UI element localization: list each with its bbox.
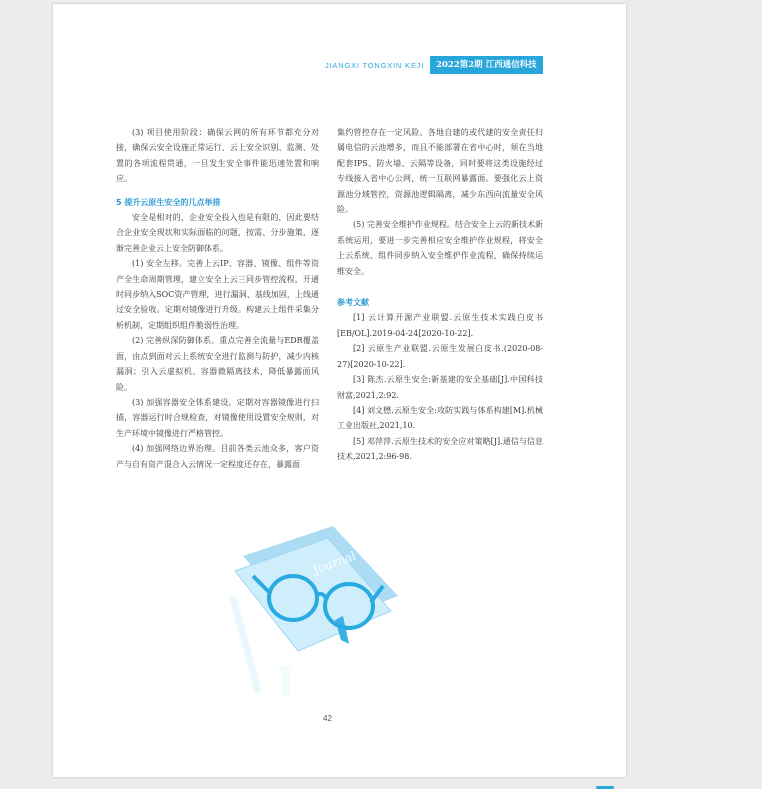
reference-item: [3] 陈杰.云原生安全:新基建的安全基础[J].中国科技财富,2021,2:92.	[337, 375, 543, 400]
reference-item: [4] 刘文懋.云原生安全:攻防实践与体系构建[M].机械工业出版社,2021,10.	[337, 405, 543, 431]
paragraph: (3) 加强容器安全体系建设。定期对容器镜像进行扫描，容器运行时合规检查，对镜像使用设置安全规则，对生产环境中镜像进行严格管控。	[116, 397, 319, 438]
left-column	[116, 125, 319, 472]
header-issue-tag: 2022第2期 江西通信科技	[430, 56, 543, 74]
reference-item: [1] 云计算开源产业联盟.云原生技术实践白皮书[EB/OL].2019-04-24[2020-10-22].	[337, 313, 543, 338]
paragraph: 集约管控存在一定风险。各地自建的或代建的安全责任归属电信的云池增多，而且不能部署在省中心时，须在当地配套IPS、防火墙、云隔等设备，同时要将这类设施经过专线接入省中心公网，统一互联网暴露面。要强化云上资源池分域管控，资源池逻辑隔离，减少东西向流量安全风险。	[337, 128, 543, 215]
paragraph: (3) 项目使用阶段：确保云网的所有环节都充分对接，确保云安全设施正常运行、云上安全识别、监测、处置的各项流程贯通，一旦发生安全事件能迅速处置和响应。	[116, 128, 319, 184]
section-heading: 5 提升云原生安全的几点举措	[116, 197, 221, 207]
references-heading: 参考文献	[337, 298, 369, 308]
notebook-glasses-illustration	[223, 516, 413, 698]
notebook-cover-text: Journal	[311, 548, 358, 577]
paragraph: (4) 加强网络边界治理。目前各类云池众多，客户资产与自有资产混合入云情况一定程度还存在，暴露面	[116, 444, 319, 469]
paragraph: 安全是相对的，企业安全投入也是有限的，因此要结合企业安全现状和实际面临的问题，按需、分步施策，逐渐完善企业云上安全防御体系。	[116, 213, 319, 253]
paragraph: (1) 安全左移。完善上云IP、容器、镜像、组件等资产全生命周期管理，建立安全上云三同步管控流程，开通时同步纳入SOC资产管理，进行漏洞、基线加固，上线通过安全验收。定期对镜像进行升级。构建云上组件采集分析机制，定期组织组件脆弱性治理。	[116, 259, 319, 330]
right-column	[337, 125, 543, 465]
paragraph: (2) 完善纵深防御体系。重点完善全流量与EDR覆盖面，由点到面对云上系统安全进行监测与防护，减少内核漏洞；引入云虚拟机、容器微隔离技术，降低暴露面风险。	[116, 336, 319, 392]
page-number: 42	[323, 714, 332, 723]
running-header	[325, 56, 543, 74]
reference-item: [2] 云原生产业联盟.云原生发展白皮书.(2020-08-27)[2020-10-22].	[337, 344, 543, 369]
paragraph: (5) 完善安全维护作业规程。结合安全上云的新技术新系统运用，要进一步完善相应安全维护作业规程，将安全上云系统、组件同步纳入安全维护作业流程，确保持续运维安全。	[337, 220, 543, 276]
reference-item: [5] 邓萍萍.云原生技术的安全应对策略[J].通信与信息技术,2021,2:96-98.	[337, 436, 543, 462]
header-english-title: JIANGXI TONGXIN KEJI	[325, 60, 425, 70]
document-page	[53, 4, 626, 777]
